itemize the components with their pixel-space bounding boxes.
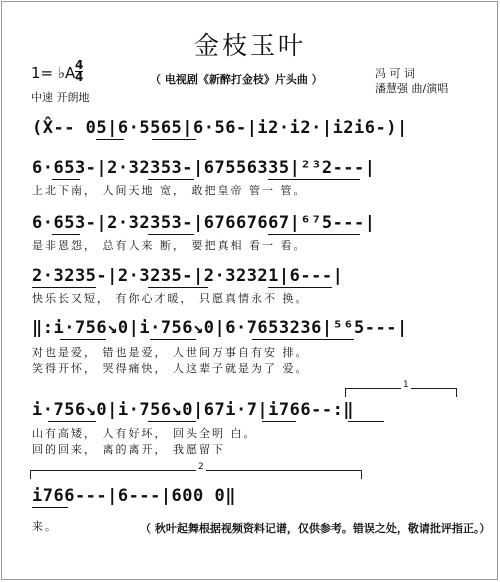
beam (148, 287, 208, 288)
beam (60, 339, 106, 340)
song-subtitle: （ 电视剧《新醉打金枝》片头曲 ） (150, 73, 323, 86)
beam (32, 287, 96, 288)
beam (148, 179, 194, 180)
score-line-3-lyrics: 快乐长又短， 有你心才暖， 只愿真情永不 换。 (32, 292, 309, 305)
lyricist-credit: 冯 可 词 (375, 67, 415, 80)
score-line-intro-notes: (X̂-- 05|6·5565|6·56-|i2·i2·|i2i6-)| (32, 118, 408, 138)
volta-first-ending (345, 380, 457, 397)
beam (148, 421, 196, 422)
time-signature-bottom: 4 (75, 70, 84, 84)
beam (348, 421, 384, 422)
beam (52, 179, 80, 180)
volta-second-ending (30, 462, 362, 479)
score-line-5-notes: i·756↘0|i·756↘0|67i·7|i766--:‖ (32, 400, 355, 420)
score-line-2-notes: 6·653-|2·32353-|67667667|⁶⁷5---| (32, 213, 376, 233)
score-line-3-notes: 2·3235-|2·3235-|2·32321|6---| (32, 266, 344, 286)
beam (48, 421, 96, 422)
beam (52, 234, 80, 235)
score-line-4-lyrics-verse1: 对也是爱， 错也是爱， 人世间万事自有安 排。 (32, 346, 309, 359)
volta-first-number: 1 (403, 380, 409, 390)
key-signature: 1= ♭A (31, 64, 76, 82)
score-line-5-lyrics-verse1: 山有高矮， 人有好坏， 回头全明 白。 (32, 427, 257, 440)
beam (252, 339, 354, 340)
song-title: 金枝玉叶 (193, 31, 306, 60)
score-line-4-notes: ‖:i·756↘0|i·756↘0|6·7653236|⁵⁶5---| (32, 318, 408, 338)
score-line-1-notes: 6·653-|2·32353-|67556335|²³2---| (32, 158, 376, 178)
score-line-6-lyrics: 来。 (32, 520, 58, 533)
score-line-1-lyrics: 上北下南， 人间天地 宽， 敢把皇帝 管一 管。 (32, 184, 307, 197)
beam (268, 179, 360, 180)
score-line-5-lyrics-verse2: 回的回来， 离的离开， 我愿留下 (32, 443, 225, 456)
volta-second-number: 2 (198, 462, 204, 472)
time-signature-top: 4 (75, 58, 84, 72)
beam (150, 339, 196, 340)
transcription-footnote: （ 秋叶起舞根据视频资料记谱，仅供参考。错误之处，敬请批评指正。） (140, 522, 491, 535)
beam (268, 287, 332, 288)
composer-credit: 潘慧强 曲/演唱 (375, 82, 449, 95)
score-line-2-lyrics: 是非恩怨， 总有人来 断， 要把真相 看一 看。 (32, 239, 307, 252)
score-line-6-notes: i766---|6---|600 0‖ (32, 486, 236, 506)
tempo-marking: 中速 开朗地 (31, 91, 90, 104)
score-line-4-lyrics-verse2: 笑得开怀， 哭得痛快， 人这辈子就是为了 爱。 (32, 362, 309, 375)
time-signature (75, 60, 83, 83)
beam (262, 421, 296, 422)
beam (268, 234, 360, 235)
beam (152, 139, 196, 140)
beam (32, 507, 68, 508)
beam (148, 234, 194, 235)
beam (96, 139, 124, 140)
